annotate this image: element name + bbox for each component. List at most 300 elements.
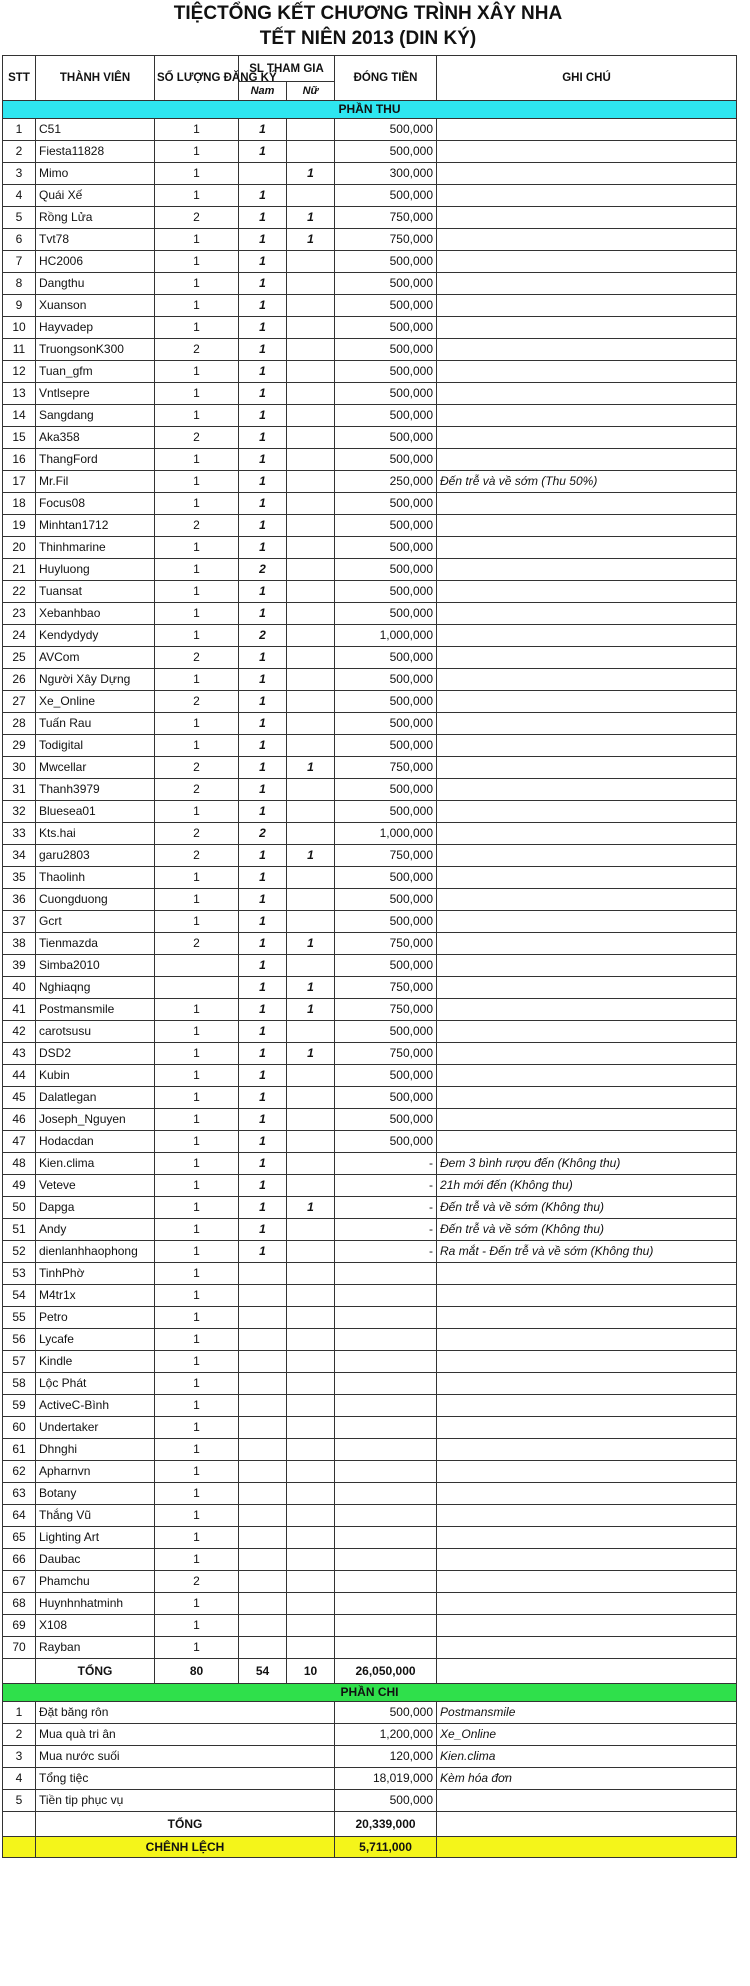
row-stt: 36 bbox=[3, 889, 36, 911]
row-male bbox=[239, 1615, 287, 1637]
row-female bbox=[287, 1131, 335, 1153]
table-row bbox=[3, 141, 737, 163]
row-registered: 1 bbox=[155, 1593, 239, 1615]
row-note: Đến trễ và về sớm (Không thu) bbox=[437, 1219, 737, 1241]
table-row bbox=[3, 933, 737, 955]
row-female: 1 bbox=[287, 845, 335, 867]
row-female bbox=[287, 361, 335, 383]
row-stt: 35 bbox=[3, 867, 36, 889]
row-female bbox=[287, 1461, 335, 1483]
row-registered: 1 bbox=[155, 383, 239, 405]
row-male bbox=[239, 1351, 287, 1373]
row-female bbox=[287, 1109, 335, 1131]
row-female bbox=[287, 185, 335, 207]
row-note bbox=[437, 1285, 737, 1307]
row-registered: 1 bbox=[155, 669, 239, 691]
row-male: 1 bbox=[239, 933, 287, 955]
row-male: 1 bbox=[239, 229, 287, 251]
table-row bbox=[3, 1571, 737, 1593]
row-registered: 2 bbox=[155, 207, 239, 229]
table-row bbox=[3, 1285, 737, 1307]
row-note bbox=[437, 185, 737, 207]
row-female bbox=[287, 449, 335, 471]
row-registered bbox=[155, 977, 239, 999]
row-female bbox=[287, 317, 335, 339]
row-stt: 44 bbox=[3, 1065, 36, 1087]
expense-item: Đặt băng rôn bbox=[36, 1702, 335, 1724]
row-amount: 750,000 bbox=[335, 207, 437, 229]
row-note bbox=[437, 449, 737, 471]
row-male: 1 bbox=[239, 757, 287, 779]
row-female bbox=[287, 867, 335, 889]
row-male: 1 bbox=[239, 119, 287, 141]
row-male bbox=[239, 1527, 287, 1549]
row-female bbox=[287, 1505, 335, 1527]
row-registered: 1 bbox=[155, 163, 239, 185]
row-note bbox=[437, 1571, 737, 1593]
row-male bbox=[239, 1571, 287, 1593]
row-amount: 500,000 bbox=[335, 339, 437, 361]
row-registered: 1 bbox=[155, 713, 239, 735]
row-amount: 500,000 bbox=[335, 383, 437, 405]
row-member: Joseph_Nguyen bbox=[36, 1109, 155, 1131]
row-registered: 1 bbox=[155, 471, 239, 493]
row-amount bbox=[335, 1417, 437, 1439]
row-amount: 500,000 bbox=[335, 141, 437, 163]
row-registered: 1 bbox=[155, 1197, 239, 1219]
expense-row bbox=[3, 1768, 737, 1790]
row-female bbox=[287, 295, 335, 317]
table-row bbox=[3, 1549, 737, 1571]
row-amount: 500,000 bbox=[335, 449, 437, 471]
row-member: Lycafe bbox=[36, 1329, 155, 1351]
row-stt: 7 bbox=[3, 251, 36, 273]
row-stt: 37 bbox=[3, 911, 36, 933]
row-amount bbox=[335, 1263, 437, 1285]
row-note bbox=[437, 515, 737, 537]
row-male: 1 bbox=[239, 515, 287, 537]
row-amount: 500,000 bbox=[335, 251, 437, 273]
row-stt: 33 bbox=[3, 823, 36, 845]
row-male: 1 bbox=[239, 141, 287, 163]
expense-total-amount: 20,339,000 bbox=[335, 1812, 437, 1837]
row-amount bbox=[335, 1637, 437, 1659]
row-male: 1 bbox=[239, 1153, 287, 1175]
row-amount: 500,000 bbox=[335, 911, 437, 933]
table-row bbox=[3, 1593, 737, 1615]
row-registered: 1 bbox=[155, 1307, 239, 1329]
row-stt: 46 bbox=[3, 1109, 36, 1131]
row-female bbox=[287, 405, 335, 427]
row-male: 1 bbox=[239, 977, 287, 999]
expense-item: Mua quà tri ân bbox=[36, 1724, 335, 1746]
row-registered: 1 bbox=[155, 1021, 239, 1043]
row-amount bbox=[335, 1615, 437, 1637]
row-stt: 5 bbox=[3, 207, 36, 229]
row-note bbox=[437, 1329, 737, 1351]
row-amount: 750,000 bbox=[335, 933, 437, 955]
table-row bbox=[3, 1175, 737, 1197]
income-total-female: 10 bbox=[287, 1659, 335, 1684]
row-amount bbox=[335, 1439, 437, 1461]
row-registered: 1 bbox=[155, 1175, 239, 1197]
row-amount: 500,000 bbox=[335, 801, 437, 823]
row-amount: 500,000 bbox=[335, 185, 437, 207]
row-amount bbox=[335, 1307, 437, 1329]
row-female bbox=[287, 1263, 335, 1285]
row-stt: 61 bbox=[3, 1439, 36, 1461]
row-amount: 1,000,000 bbox=[335, 625, 437, 647]
row-member: Postmansmile bbox=[36, 999, 155, 1021]
row-registered: 1 bbox=[155, 273, 239, 295]
table-row bbox=[3, 603, 737, 625]
row-note bbox=[437, 251, 737, 273]
row-member: TruongsonK300 bbox=[36, 339, 155, 361]
row-member: dienlanhhaophong bbox=[36, 1241, 155, 1263]
row-registered: 1 bbox=[155, 1109, 239, 1131]
row-male: 1 bbox=[239, 1175, 287, 1197]
row-female bbox=[287, 955, 335, 977]
row-note bbox=[437, 1043, 737, 1065]
sheet-subtitle: TẾT NIÊN 2013 (DIN KÝ) bbox=[259, 28, 477, 49]
row-female bbox=[287, 1241, 335, 1263]
row-member: ThangFord bbox=[36, 449, 155, 471]
row-amount: - bbox=[335, 1153, 437, 1175]
row-registered: 1 bbox=[155, 295, 239, 317]
table-row bbox=[3, 449, 737, 471]
row-member: Phamchu bbox=[36, 1571, 155, 1593]
row-note bbox=[437, 1505, 737, 1527]
table-row bbox=[3, 1395, 737, 1417]
row-amount: 750,000 bbox=[335, 845, 437, 867]
row-note bbox=[437, 383, 737, 405]
row-note bbox=[437, 647, 737, 669]
row-amount: 500,000 bbox=[335, 713, 437, 735]
row-female bbox=[287, 1571, 335, 1593]
difference-amount: 5,711,000 bbox=[335, 1837, 437, 1858]
row-member: Hodacdan bbox=[36, 1131, 155, 1153]
row-note bbox=[437, 1439, 737, 1461]
difference-label: CHÊNH LỆCH bbox=[36, 1837, 335, 1858]
row-female: 1 bbox=[287, 229, 335, 251]
row-male bbox=[239, 1329, 287, 1351]
row-member: Veteve bbox=[36, 1175, 155, 1197]
row-registered: 1 bbox=[155, 1065, 239, 1087]
row-registered: 1 bbox=[155, 1351, 239, 1373]
row-male: 1 bbox=[239, 1087, 287, 1109]
row-note bbox=[437, 229, 737, 251]
table-row bbox=[3, 339, 737, 361]
row-male: 1 bbox=[239, 207, 287, 229]
row-registered: 1 bbox=[155, 559, 239, 581]
row-stt: 32 bbox=[3, 801, 36, 823]
row-member: Xebanhbao bbox=[36, 603, 155, 625]
row-amount: 500,000 bbox=[335, 669, 437, 691]
row-male bbox=[239, 1285, 287, 1307]
table-row bbox=[3, 1373, 737, 1395]
row-registered: 1 bbox=[155, 251, 239, 273]
row-member: Apharnvn bbox=[36, 1461, 155, 1483]
row-male: 1 bbox=[239, 801, 287, 823]
row-female bbox=[287, 339, 335, 361]
row-stt: 51 bbox=[3, 1219, 36, 1241]
row-amount: 500,000 bbox=[335, 647, 437, 669]
row-male bbox=[239, 1549, 287, 1571]
row-female bbox=[287, 1351, 335, 1373]
row-note bbox=[437, 1087, 737, 1109]
row-female: 1 bbox=[287, 999, 335, 1021]
table-row bbox=[3, 229, 737, 251]
row-registered: 2 bbox=[155, 779, 239, 801]
row-registered: 1 bbox=[155, 1241, 239, 1263]
row-registered: 1 bbox=[155, 119, 239, 141]
row-female bbox=[287, 1285, 335, 1307]
row-stt: 45 bbox=[3, 1087, 36, 1109]
row-member: Cuongduong bbox=[36, 889, 155, 911]
row-note bbox=[437, 779, 737, 801]
row-member: Lộc Phát bbox=[36, 1373, 155, 1395]
row-registered: 2 bbox=[155, 757, 239, 779]
row-male: 1 bbox=[239, 361, 287, 383]
row-stt: 13 bbox=[3, 383, 36, 405]
row-member: Thanh3979 bbox=[36, 779, 155, 801]
row-registered: 1 bbox=[155, 1373, 239, 1395]
row-stt: 19 bbox=[3, 515, 36, 537]
table-row bbox=[3, 1131, 737, 1153]
row-note bbox=[437, 273, 737, 295]
row-member: Petro bbox=[36, 1307, 155, 1329]
table-row bbox=[3, 845, 737, 867]
expense-note: Postmansmile bbox=[437, 1702, 737, 1724]
row-male: 1 bbox=[239, 1219, 287, 1241]
row-amount: 1,000,000 bbox=[335, 823, 437, 845]
header-registered: SỐ LƯỢNG ĐĂNG KÝ bbox=[155, 56, 239, 101]
row-stt: 15 bbox=[3, 427, 36, 449]
row-male bbox=[239, 1307, 287, 1329]
row-male bbox=[239, 1505, 287, 1527]
table-row bbox=[3, 757, 737, 779]
row-note bbox=[437, 361, 737, 383]
row-male bbox=[239, 1263, 287, 1285]
row-male: 1 bbox=[239, 339, 287, 361]
row-member: Gcrt bbox=[36, 911, 155, 933]
table-row bbox=[3, 537, 737, 559]
row-female bbox=[287, 1153, 335, 1175]
row-member: Nghiaqng bbox=[36, 977, 155, 999]
row-female bbox=[287, 1615, 335, 1637]
table-row bbox=[3, 647, 737, 669]
expense-total-label: TỔNG bbox=[36, 1812, 335, 1837]
row-stt: 14 bbox=[3, 405, 36, 427]
row-male: 1 bbox=[239, 471, 287, 493]
row-note bbox=[437, 295, 737, 317]
row-female bbox=[287, 713, 335, 735]
row-stt: 3 bbox=[3, 163, 36, 185]
row-member: Kts.hai bbox=[36, 823, 155, 845]
row-note bbox=[437, 1483, 737, 1505]
row-member: Huynhnhatminh bbox=[36, 1593, 155, 1615]
table-row bbox=[3, 779, 737, 801]
row-female bbox=[287, 251, 335, 273]
row-male: 1 bbox=[239, 603, 287, 625]
row-note bbox=[437, 603, 737, 625]
row-registered: 1 bbox=[155, 537, 239, 559]
row-note bbox=[437, 823, 737, 845]
row-stt: 2 bbox=[3, 141, 36, 163]
row-male: 1 bbox=[239, 867, 287, 889]
row-member: Todigital bbox=[36, 735, 155, 757]
row-registered: 1 bbox=[155, 1131, 239, 1153]
row-note bbox=[437, 1131, 737, 1153]
row-member: DSD2 bbox=[36, 1043, 155, 1065]
row-note bbox=[437, 163, 737, 185]
row-stt: 26 bbox=[3, 669, 36, 691]
row-member: Xe_Online bbox=[36, 691, 155, 713]
row-member: Kendydydy bbox=[36, 625, 155, 647]
row-amount: 500,000 bbox=[335, 273, 437, 295]
row-male: 1 bbox=[239, 647, 287, 669]
row-note bbox=[437, 1373, 737, 1395]
row-amount: 500,000 bbox=[335, 559, 437, 581]
row-amount bbox=[335, 1285, 437, 1307]
expense-amount: 1,200,000 bbox=[335, 1724, 437, 1746]
row-female: 1 bbox=[287, 1043, 335, 1065]
row-member: Aka358 bbox=[36, 427, 155, 449]
row-amount bbox=[335, 1351, 437, 1373]
row-stt: 42 bbox=[3, 1021, 36, 1043]
row-registered: 1 bbox=[155, 405, 239, 427]
row-amount bbox=[335, 1549, 437, 1571]
row-amount: 500,000 bbox=[335, 427, 437, 449]
row-female bbox=[287, 1065, 335, 1087]
row-note bbox=[437, 1549, 737, 1571]
row-stt: 22 bbox=[3, 581, 36, 603]
row-male bbox=[239, 163, 287, 185]
row-note bbox=[437, 735, 737, 757]
row-registered: 1 bbox=[155, 1395, 239, 1417]
row-registered: 1 bbox=[155, 581, 239, 603]
row-female bbox=[287, 427, 335, 449]
row-note bbox=[437, 845, 737, 867]
row-male: 1 bbox=[239, 911, 287, 933]
row-member: AVCom bbox=[36, 647, 155, 669]
row-member: Botany bbox=[36, 1483, 155, 1505]
row-note bbox=[437, 207, 737, 229]
row-member: Tuansat bbox=[36, 581, 155, 603]
header-stt: STT bbox=[3, 56, 36, 101]
row-amount: 500,000 bbox=[335, 1065, 437, 1087]
row-stt: 16 bbox=[3, 449, 36, 471]
row-member: M4tr1x bbox=[36, 1285, 155, 1307]
row-amount: 300,000 bbox=[335, 163, 437, 185]
row-note: Đến trễ và về sớm (Thu 50%) bbox=[437, 471, 737, 493]
row-note bbox=[437, 977, 737, 999]
row-male: 1 bbox=[239, 735, 287, 757]
row-member: Thắng Vũ bbox=[36, 1505, 155, 1527]
row-female bbox=[287, 1219, 335, 1241]
row-registered: 2 bbox=[155, 1571, 239, 1593]
row-male: 1 bbox=[239, 317, 287, 339]
row-amount bbox=[335, 1373, 437, 1395]
row-member: Dhnghi bbox=[36, 1439, 155, 1461]
row-male: 2 bbox=[239, 559, 287, 581]
row-stt: 41 bbox=[3, 999, 36, 1021]
row-member: Daubac bbox=[36, 1549, 155, 1571]
row-registered: 1 bbox=[155, 229, 239, 251]
expense-note: Xe_Online bbox=[437, 1724, 737, 1746]
row-note bbox=[437, 1527, 737, 1549]
table-row bbox=[3, 185, 737, 207]
row-note: Ra mắt - Đến trễ và về sớm (Không thu) bbox=[437, 1241, 737, 1263]
row-amount: 500,000 bbox=[335, 581, 437, 603]
row-member: Mimo bbox=[36, 163, 155, 185]
table-row bbox=[3, 427, 737, 449]
row-amount: 500,000 bbox=[335, 1131, 437, 1153]
row-stt: 27 bbox=[3, 691, 36, 713]
row-stt: 17 bbox=[3, 471, 36, 493]
table-row bbox=[3, 1417, 737, 1439]
row-amount: 500,000 bbox=[335, 1109, 437, 1131]
table-row bbox=[3, 1615, 737, 1637]
row-registered: 1 bbox=[155, 1329, 239, 1351]
row-stt: 47 bbox=[3, 1131, 36, 1153]
row-stt: 31 bbox=[3, 779, 36, 801]
row-member: Lighting Art bbox=[36, 1527, 155, 1549]
row-member: Dangthu bbox=[36, 273, 155, 295]
row-amount: 500,000 bbox=[335, 735, 437, 757]
row-stt: 39 bbox=[3, 955, 36, 977]
row-registered: 1 bbox=[155, 361, 239, 383]
row-note bbox=[437, 1263, 737, 1285]
table-row bbox=[3, 405, 737, 427]
row-member: Mwcellar bbox=[36, 757, 155, 779]
row-amount: 500,000 bbox=[335, 889, 437, 911]
row-note bbox=[437, 581, 737, 603]
row-member: Andy bbox=[36, 1219, 155, 1241]
row-registered bbox=[155, 955, 239, 977]
row-member: Focus08 bbox=[36, 493, 155, 515]
table-row bbox=[3, 361, 737, 383]
row-amount bbox=[335, 1571, 437, 1593]
row-amount: 500,000 bbox=[335, 493, 437, 515]
section-income: PHẦN THU bbox=[3, 101, 737, 119]
row-registered: 1 bbox=[155, 911, 239, 933]
row-registered: 1 bbox=[155, 1549, 239, 1571]
row-member: C51 bbox=[36, 119, 155, 141]
expense-item: Tổng tiệc bbox=[36, 1768, 335, 1790]
row-female bbox=[287, 1175, 335, 1197]
expense-stt: 5 bbox=[3, 1790, 36, 1812]
table-row bbox=[3, 713, 737, 735]
row-female bbox=[287, 603, 335, 625]
row-male: 1 bbox=[239, 1065, 287, 1087]
expense-note: Kèm hóa đơn bbox=[437, 1768, 737, 1790]
expense-row bbox=[3, 1790, 737, 1812]
row-stt: 1 bbox=[3, 119, 36, 141]
income-total-male: 54 bbox=[239, 1659, 287, 1684]
header-note: GHI CHÚ bbox=[437, 56, 737, 101]
row-note bbox=[437, 1307, 737, 1329]
table-row bbox=[3, 1439, 737, 1461]
row-note bbox=[437, 493, 737, 515]
row-stt: 38 bbox=[3, 933, 36, 955]
row-female: 1 bbox=[287, 1197, 335, 1219]
row-stt: 34 bbox=[3, 845, 36, 867]
section-expense: PHẦN CHI bbox=[3, 1684, 737, 1702]
row-registered: 1 bbox=[155, 1637, 239, 1659]
row-male: 1 bbox=[239, 1021, 287, 1043]
row-male: 1 bbox=[239, 383, 287, 405]
